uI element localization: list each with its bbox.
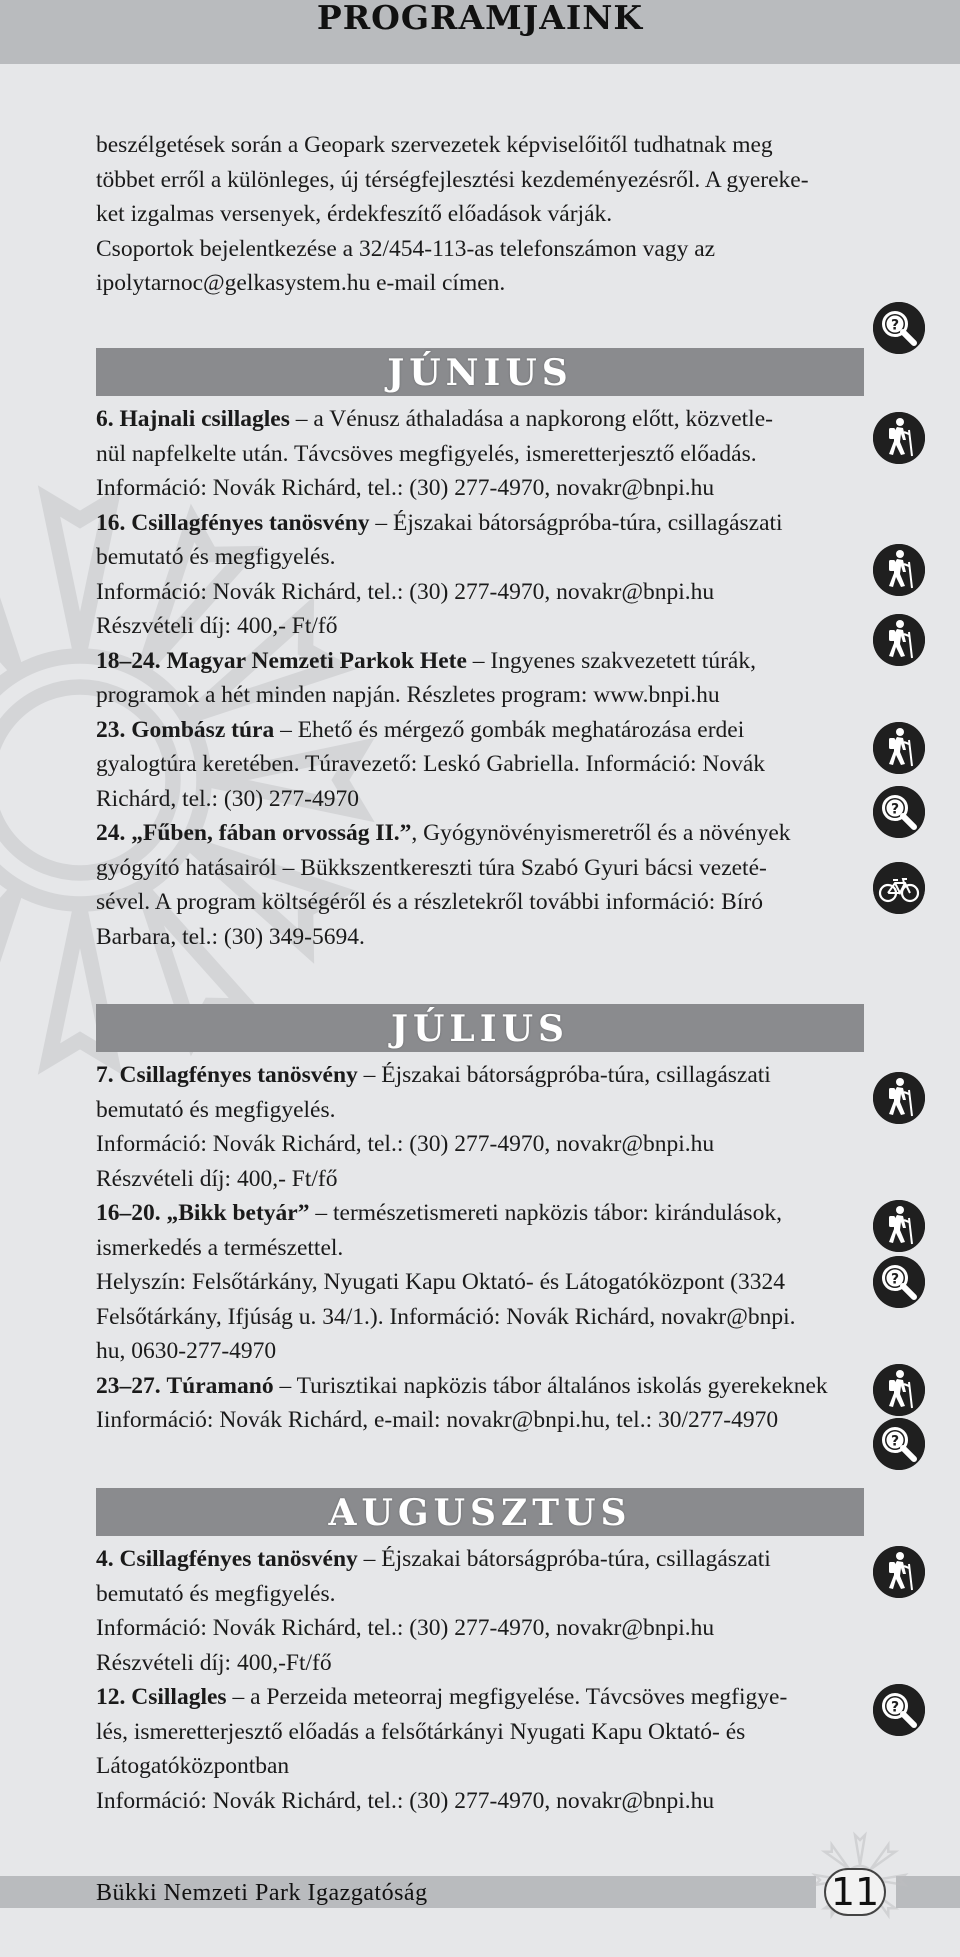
hiker-icon (873, 722, 925, 774)
magnifier-question-icon (873, 1256, 925, 1308)
event-line: bemutató és megfigyelés. (96, 1096, 336, 1123)
event-line: gyalogtúra keretében. Túravezető: Leskó Gabriella. Információ: Novák (96, 751, 766, 777)
intro-line: ket izgalmas versenyek, érdekfeszítő előadások várják. (96, 201, 613, 227)
page-number: 11 (824, 1868, 886, 1916)
event-title: Hajnali csillagles (119, 406, 290, 432)
event-date: 4. (96, 1546, 114, 1572)
month-heading-augusztus: AUGUSZTUS (96, 1488, 864, 1536)
event-line: sével. A program költségéről és a részletekről további információ: Bíró (96, 889, 763, 915)
hiker-icon (873, 614, 925, 666)
event-title: „Bikk betyár” (166, 1200, 310, 1226)
event-line: 6. Hajnali csillagles – a Vénusz áthaladása a napkorong előtt, közvetle- (96, 406, 773, 432)
event-line: 23. Gombász túra – Ehető és mérgező gombák meghatározása erdei (96, 716, 745, 743)
event-date: 12. (96, 1684, 126, 1710)
event-title: Gombász túra (131, 716, 275, 743)
event-line: 4. Csillagfényes tanösvény – Éjszakai bátorságpróba-túra, csillagászati (96, 1546, 771, 1572)
event-line: bemutató és megfigyelés. (96, 1580, 336, 1607)
event-line: Barbara, tel.: (30) 349-5694. (96, 923, 365, 950)
intro-line: többet erről a különleges, új térségfejlesztési kezdeményezésről. A gyereke- (96, 166, 809, 193)
magnifier-question-icon (873, 786, 925, 838)
event-info: Információ: Novák Richárd, tel.: (30) 277-4970, novakr@bnpi.hu (96, 1787, 715, 1814)
event-info: Információ: Novák Richárd, tel.: (30) 277-4970, novakr@bnpi.hu (96, 475, 715, 501)
bicycle-icon (873, 862, 925, 914)
event-location: Helyszín: Felsőtárkány, Nyugati Kapu Oktató- és Látogatóközpont (3324 (96, 1269, 785, 1295)
event-fee: Részvételi díj: 400,- Ft/fő (96, 1165, 338, 1192)
event-line: bemutató és megfigyelés. (96, 544, 336, 570)
intro-line: ipolytarnoc@gelkasystem.hu e-mail címen. (96, 270, 506, 296)
event-line: 12. Csillagles – a Perzeida meteorraj megfigyelése. Távcsöves megfigye- (96, 1684, 788, 1710)
event-title: „Fűben, fában orvosság II.” (131, 820, 412, 846)
event-date: 23. (96, 716, 126, 743)
magnifier-question-icon (873, 1418, 925, 1470)
footer-organization: Bükki Nemzeti Park Igazgatóság (96, 1880, 428, 1906)
event-date: 18–24. (96, 647, 161, 674)
month-heading-junius: JÚNIUS (96, 348, 864, 396)
event-date: 16–20. (96, 1200, 161, 1226)
event-fee: Részvételi díj: 400,- Ft/fő (96, 613, 338, 639)
event-info: Információ: Novák Richárd, tel.: (30) 277-4970, novakr@bnpi.hu (96, 1615, 715, 1641)
event-date: 16. (96, 509, 126, 536)
event-title: Csillagfényes tanösvény (119, 1546, 358, 1572)
intro-paragraph (96, 128, 864, 301)
event-line: Richárd, tel.: (30) 277-4970 (96, 785, 360, 812)
junius-events (96, 402, 864, 954)
event-line: 18–24. Magyar Nemzeti Parkok Hete – Ingyenes szakvezetett túrák, (96, 647, 756, 674)
event-title: Túramanó (166, 1372, 274, 1399)
augusztus-events (96, 1542, 864, 1818)
event-location: hu, 0630-277-4970 (96, 1338, 277, 1364)
event-line: 23–27. Túramanó – Turisztikai napközis tábor általános iskolás gyerekeknek (96, 1372, 828, 1399)
magnifier-question-icon (873, 1684, 925, 1736)
event-date: 6. (96, 406, 114, 432)
event-line: nül napfelkelte után. Távcsöves megfigyelés, ismeretterjesztő előadás. (96, 440, 757, 467)
event-line: Látogatóközpontban (96, 1753, 290, 1779)
event-title: Csillagfényes tanösvény (119, 1062, 358, 1088)
event-line: 16. Csillagfényes tanösvény – Éjszakai bátorságpróba-túra, csillagászati (96, 509, 783, 536)
hiker-icon (873, 1546, 925, 1598)
month-heading-julius: JÚLIUS (96, 1004, 864, 1052)
event-location: Felsőtárkány, Ifjúság u. 34/1.). Információ: Novák Richárd, novakr@bnpi. (96, 1303, 796, 1330)
event-line: ismerkedés a természettel. (96, 1234, 344, 1261)
page-number-badge (816, 1860, 896, 1926)
intro-line: Csoportok bejelentkezése a 32/454-113-as telefonszámon vagy az (96, 235, 716, 262)
event-info: Információ: Novák Richárd, tel.: (30) 277-4970, novakr@bnpi.hu (96, 1131, 715, 1157)
event-date: 24. (96, 820, 126, 846)
header-bar (0, 0, 960, 64)
hiker-icon (873, 412, 925, 464)
hiker-icon (873, 544, 925, 596)
event-line: programok a hét minden napján. Részletes program: www.bnpi.hu (96, 682, 720, 708)
magnifier-question-icon (873, 302, 925, 354)
hiker-icon (873, 1364, 925, 1416)
event-line: 7. Csillagfényes tanösvény – Éjszakai bátorságpróba-túra, csillagászati (96, 1062, 771, 1088)
event-fee: Részvételi díj: 400,-Ft/fő (96, 1649, 332, 1676)
event-info: Információ: Novák Richárd, tel.: (30) 277-4970, novakr@bnpi.hu (96, 578, 715, 605)
page-title: PROGRAMJAINK (316, 0, 644, 37)
hiker-icon (873, 1200, 925, 1252)
intro-line: beszélgetések során a Geopark szervezetek képviselőitől tudhatnak meg (96, 132, 773, 158)
event-title: Magyar Nemzeti Parkok Hete (166, 647, 467, 674)
event-line: gyógyító hatásairól – Bükkszentkereszti túra Szabó Gyuri bácsi vezeté- (96, 854, 767, 881)
event-line: lés, ismeretterjesztő előadás a felsőtárkányi Nyugati Kapu Oktató- és (96, 1718, 746, 1745)
event-info: Iinformáció: Novák Richárd, e-mail: novakr@bnpi.hu, tel.: 30/277-4970 (96, 1407, 779, 1433)
event-date: 7. (96, 1062, 114, 1088)
event-title: Csillagles (131, 1684, 227, 1710)
event-title: Csillagfényes tanösvény (131, 509, 370, 536)
event-date: 23–27. (96, 1372, 161, 1399)
event-line: 16–20. „Bikk betyár” – természetismereti napközis tábor: kirándulások, (96, 1200, 782, 1226)
julius-events (96, 1058, 864, 1438)
event-line: 24. „Fűben, fában orvosság II.”, Gyógynövényismeretről és a növények (96, 820, 791, 846)
hiker-icon (873, 1072, 925, 1124)
